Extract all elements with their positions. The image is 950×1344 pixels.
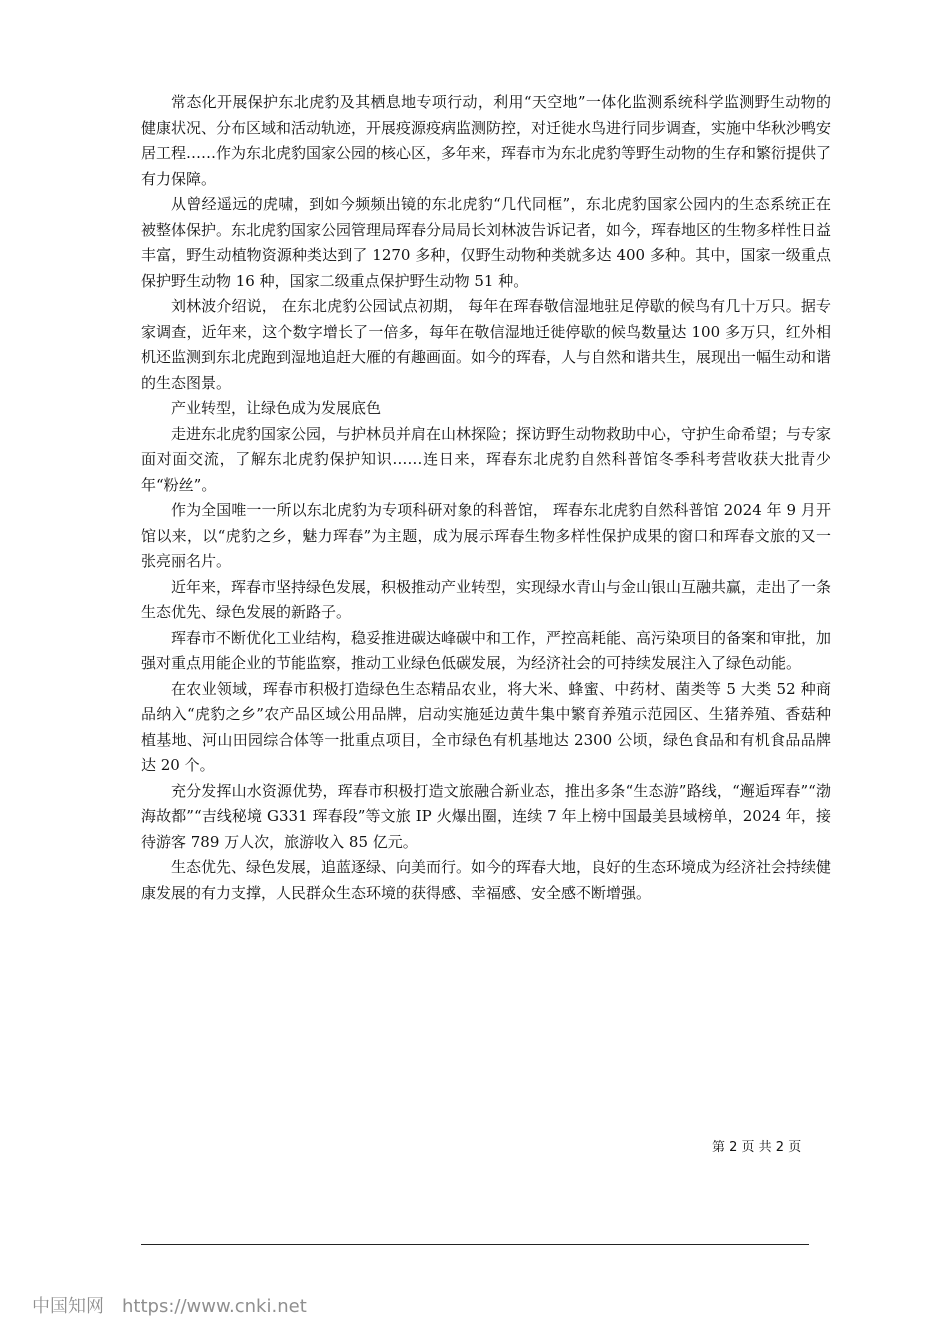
paragraph: 作为全国唯一一所以东北虎豹为专项科研对象的科普馆， 珲春东北虎豹自然科普馆 2024 年 9 月开馆以来，以“虎豹之乡，魅力珲春”为主题，成为展示珲春生物多样性保护成果的窗口和珲春文旅的又一张亮丽名片。 — [141, 501, 831, 570]
paragraph: 生态优先、绿色发展，追蓝逐绿、向美而行。如今的珲春大地，良好的生态环境成为经济社会持续健康发展的有力支撑，人民群众生态环境的获得感、幸福感、安全感不断增强。 — [141, 858, 832, 902]
paragraph: 走进东北虎豹国家公园，与护林员并肩在山林探险；探访野生动物救助中心，守护生命希望；与专家面对面交流，了解东北虎豹保护知识……连日来，珲春东北虎豹自然科普馆冬季科考营收获大批青少年“粉丝”。 — [141, 424, 832, 494]
article-body — [141, 90, 831, 906]
watermark-url: https://www.cnki.net — [122, 1296, 307, 1317]
section-heading: 产业转型，让绿色成为发展底色 — [171, 399, 382, 417]
page-number: 第 2 页 共 2 页 — [712, 1140, 802, 1155]
paragraph: 充分发挥山水资源优势，珲春市积极打造文旅融合新业态，推出多条“生态游”路线，“邂逅珲春”“渤海故都”“吉线秘境 G331 珲春段”等文旅 IP 火爆出圈，连续 7 年上榜中国最美县域榜单，2024 年，接待游客 789 万人次，旅游收入 85 亿元。 — [141, 781, 831, 851]
paragraph: 从曾经遥远的虎啸，到如今频频出镜的东北虎豹“几代同框”，东北虎豹国家公园内的生态系统正在被整体保护。东北虎豹国家公园管理局珲春分局局长刘林波告诉记者，如今，珲春地区的生物多样性日益丰富，野生动植物资源种类达到了 1270 多种，仅野生动物种类就多达 400 多种。其中，国家一级重点保护野生动物 16 种，国家二级重点保护野生动物 51 种。 — [141, 195, 832, 290]
cnki-watermark — [32, 1292, 307, 1318]
paragraph: 在农业领域，珲春市积极打造绿色生态精品农业，将大米、蜂蜜、中药材、菌类等 5 大类 52 种商品纳入“虎豹之乡”农产品区域公用品牌，启动实施延边黄牛集中繁育养殖示范园区、生猪养殖、香菇种植基地、河山田园综合体等一批重点项目，全市绿色有机基地达 2300 公顷，绿色食品和有机食品品牌达 20 个。 — [141, 679, 831, 774]
footer-divider — [141, 1244, 809, 1245]
watermark-brand: 中国知网 — [32, 1296, 104, 1317]
paragraph: 珲春市不断优化工业结构，稳妥推进碳达峰碳中和工作，严控高耗能、高污染项目的备案和审批，加强对重点用能企业的节能监察，推动工业绿色低碳发展，为经济社会的可持续发展注入了绿色动能。 — [141, 628, 832, 672]
paragraph: 近年来，珲春市坚持绿色发展，积极推动产业转型，实现绿水青山与金山银山互融共赢，走出了一条生态优先、绿色发展的新路子。 — [141, 577, 832, 621]
paragraph: 刘林波介绍说， 在东北虎豹公园试点初期， 每年在珲春敬信湿地驻足停歇的候鸟有几十万只。据专家调查，近年来，这个数字增长了一倍多，每年在敬信湿地迁徙停歇的候鸟数量达 100 多万只，红外相机还监测到东北虎跑到湿地追赶大雁的有趣画面。如今的珲春，人与自然和谐共生，展现出一幅生动和谐的生态图景。 — [141, 297, 832, 392]
paragraph: 常态化开展保护东北虎豹及其栖息地专项行动，利用“天空地”一体化监测系统科学监测野生动物的健康状况、分布区域和活动轨迹，开展疫源疫病监测防控，对迁徙水鸟进行同步调查，实施中华秋沙鸭安居工程……作为东北虎豹国家公园的核心区，多年来，珲春市为东北虎豹等野生动物的生存和繁衍提供了有力保障。 — [141, 93, 832, 188]
